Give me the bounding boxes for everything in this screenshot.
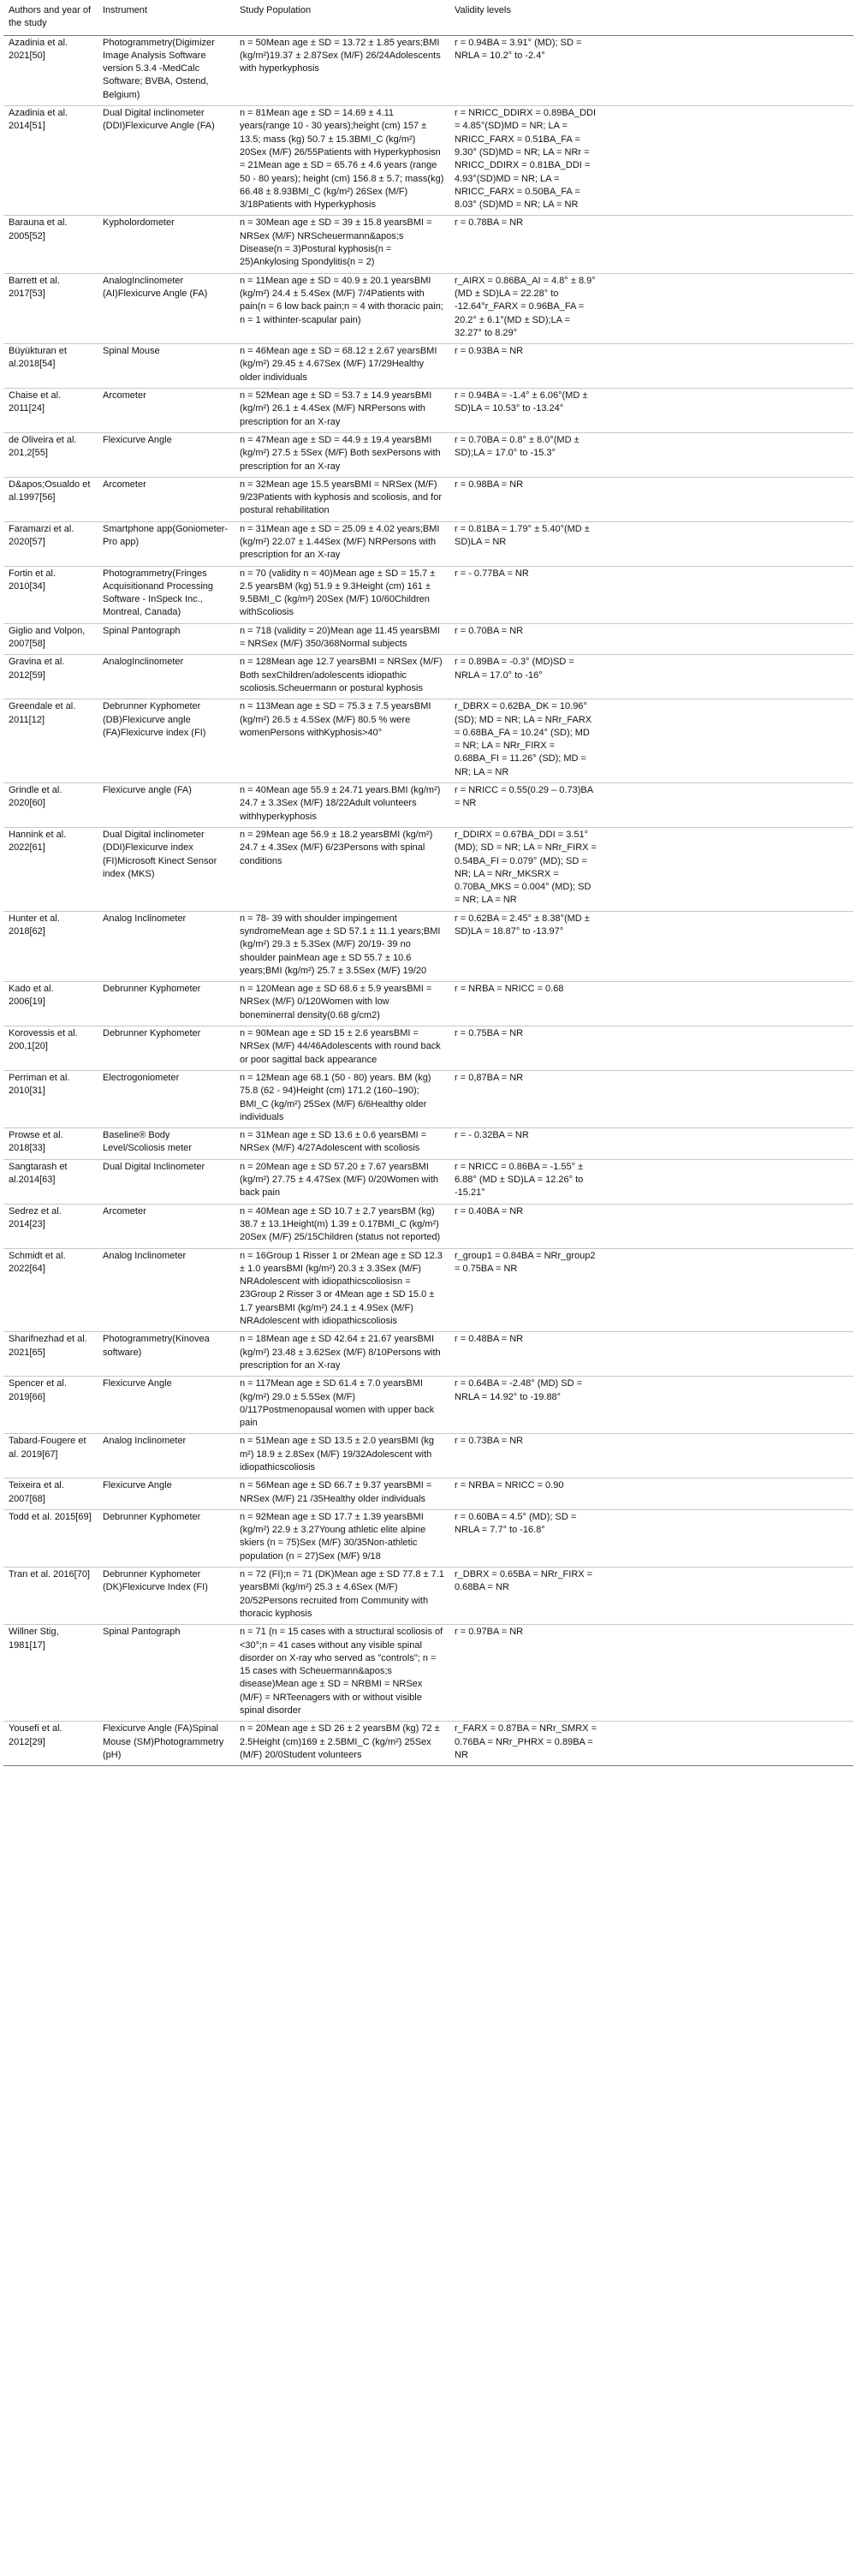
cell-validity: r = 0.70BA = NR [449, 623, 853, 655]
header-validity: Validity levels [449, 3, 853, 35]
cell-authors: Schmidt et al. 2022[64] [3, 1248, 98, 1332]
cell-authors: Tran et al. 2016[70] [3, 1568, 98, 1625]
cell-instrument: Flexicurve Angle (FA)Spinal Mouse (SM)Photogrammetry (pH) [98, 1722, 235, 1766]
cell-validity: r = NRICC_DDIRX = 0.89BA_DDI = 4.85°(SD)MD = NR; LA = NRICC_FARX = 0.51BA_FA = 9.30° (SD)MD = NR; LA = NRr = NRICC_DDIRX = 0.81BA_DDI = 4.93°(SD)MD = NR; LA = NRICC_FARX = 0.50BA_FA = 8.03° (SD)MD = NR; LA = NR [449, 106, 853, 216]
cell-instrument: Spinal Mouse [98, 344, 235, 389]
cell-population: n = 56Mean age ± SD 66.7 ± 9.37 yearsBMI = NRSex (M/F) 21 /35Healthy older individuals [235, 1478, 449, 1510]
header-population: Study Population [235, 3, 449, 35]
cell-authors: Sedrez et al. 2014[23] [3, 1204, 98, 1248]
cell-validity: r = 0.98BA = NR [449, 477, 853, 521]
cell-instrument: Spinal Pantograph [98, 1625, 235, 1722]
cell-authors: Perriman et al. 2010[31] [3, 1070, 98, 1127]
cell-instrument: Dual Digital inclinometer (DDI)Flexicurve Angle (FA) [98, 106, 235, 216]
cell-instrument: Arcometer [98, 1204, 235, 1248]
cell-instrument: Dual Digital inclinometer (DDI)Flexicurve index (FI)Microsoft Kinect Sensor index (MKS) [98, 827, 235, 911]
cell-instrument: Debrunner Kyphometer (DB)Flexicurve angle (FA)Flexicurve index (FI) [98, 699, 235, 783]
cell-population: n = 31Mean age ± SD = 25.09 ± 4.02 years;BMI (kg/m²) 22.07 ± 1.44Sex (M/F) NRPersons with prescription for an X-ray [235, 521, 449, 566]
table-row [3, 389, 853, 433]
table-row [3, 106, 853, 216]
cell-authors: Teixeira et al. 2007[68] [3, 1478, 98, 1510]
cell-population: n = 20Mean age ± SD 57.20 ± 7.67 yearsBMI (kg/m²) 27.75 ± 4.47Sex (M/F) 0/20Women with back pain [235, 1159, 449, 1204]
table-row [3, 1568, 853, 1625]
cell-validity: r = 0.81BA = 1.79° ± 5.40°(MD ± SD)LA = NR [449, 521, 853, 566]
cell-authors: Sangtarash et al.2014[63] [3, 1159, 98, 1204]
table-row [3, 1377, 853, 1434]
cell-population: n = 32Mean age 15.5 yearsBMI = NRSex (M/F) 9/23Patients with kyphosis and scoliosis, and for postural rehabilitation [235, 477, 449, 521]
cell-instrument: Flexicurve Angle [98, 1377, 235, 1434]
cell-validity: r_DBRX = 0.65BA = NRr_FIRX = 0.68BA = NR [449, 1568, 853, 1625]
cell-population: n = 81Mean age ± SD = 14.69 ± 4.11 years(range 10 - 30 years);height (cm) 157 ± 13.5; mass (kg) 50.7 ± 15.3BMI_C (kg/m²) 20Sex (M/F) 26/55Patients with Hyperkyphosisn = 21Mean age ± SD = 65.76 ± 4.6 years (range 50 - 80 years); height (cm) 156.8 ± 5.7; mass(kg) 66.48 ± 8.93BMI_C (kg/m²) 26Sex (M/F) 3/18Patients with Hyperkyphosis [235, 106, 449, 216]
cell-authors: Chaise et al. 2011[24] [3, 389, 98, 433]
cell-instrument: Spinal Pantograph [98, 623, 235, 655]
cell-instrument: Arcometer [98, 389, 235, 433]
table-row [3, 216, 853, 273]
cell-authors: Yousefi et al. 2012[29] [3, 1722, 98, 1766]
cell-authors: Grindle et al. 2020[60] [3, 783, 98, 828]
cell-validity: r = - 0.77BA = NR [449, 566, 853, 623]
cell-instrument: Photogrammetry(Kinovea software) [98, 1332, 235, 1377]
cell-population: n = 117Mean age ± SD 61.4 ± 7.0 yearsBMI (kg/m²) 29.0 ± 5.5Sex (M/F) 0/117Postmenopausal women with upper back pain [235, 1377, 449, 1434]
cell-instrument: Debrunner Kyphometer [98, 1509, 235, 1567]
cell-instrument: AnalogInclinometer (AI)Flexicurve Angle (FA) [98, 273, 235, 343]
table-row [3, 1204, 853, 1248]
table-row [3, 521, 853, 566]
table-row [3, 827, 853, 911]
cell-authors: Prowse et al. 2018[33] [3, 1128, 98, 1160]
cell-population: n = 40Mean age ± SD 10.7 ± 2.7 yearsBM (kg) 38.7 ± 13.1Height(m) 1.39 ± 0.17BMI_C (kg/m²) 20Sex (M/F) 25/15Children (status not reported) [235, 1204, 449, 1248]
cell-authors: Gravina et al. 2012[59] [3, 655, 98, 699]
cell-instrument: Dual Digital Inclinometer [98, 1159, 235, 1204]
cell-population: n = 18Mean age ± SD 42.64 ± 21.67 yearsBMI (kg/m²) 23.48 ± 3.62Sex (M/F) 8/10Persons with prescription for an X-ray [235, 1332, 449, 1377]
cell-validity: r_FARX = 0.87BA = NRr_SMRX = 0.76BA = NRr_PHRX = 0.89BA = NR [449, 1722, 853, 1766]
cell-authors: Kado et al. 2006[19] [3, 982, 98, 1026]
cell-instrument: Debrunner Kyphometer [98, 1026, 235, 1071]
cell-validity: r = 0.70BA = 0.8° ± 8.0°(MD ± SD);LA = 17.0° to -15.3° [449, 432, 853, 477]
cell-authors: D&apos;Osualdo et al.1997[56] [3, 477, 98, 521]
cell-instrument: Debrunner Kyphometer (DK)Flexicurve Index (FI) [98, 1568, 235, 1625]
table-row [3, 344, 853, 389]
table-row [3, 911, 853, 981]
cell-authors: Greendale et al. 2011[12] [3, 699, 98, 783]
cell-instrument: Analog Inclinometer [98, 911, 235, 981]
cell-population: n = 70 (validity n = 40)Mean age ± SD = 15.7 ± 2.5 yearsBM (kg) 51.9 ± 9.3Height (cm) 161 ± 9.5BMI_C (kg/m²) 20Sex (M/F) 10/60Children withScoliosis [235, 566, 449, 623]
cell-population: n = 11Mean age ± SD = 40.9 ± 20.1 yearsBMI (kg/m²) 24.4 ± 5.4Sex (M/F) 7/4Patients with pain(n = 6 low back pain;n = 4 with thoracic pain; n = 1 withinter-scapular pain) [235, 273, 449, 343]
cell-authors: Hannink et al. 2022[61] [3, 827, 98, 911]
cell-authors: Sharifnezhad et al. 2021[65] [3, 1332, 98, 1377]
table-row [3, 477, 853, 521]
cell-instrument: Flexicurve Angle [98, 1478, 235, 1510]
table-row [3, 1434, 853, 1478]
cell-authors: Hunter et al. 2018[62] [3, 911, 98, 981]
table-row [3, 1722, 853, 1766]
cell-instrument: Electrogoniometer [98, 1070, 235, 1127]
cell-authors: Tabard-Fougere et al. 2019[67] [3, 1434, 98, 1478]
cell-validity: r = NRBA = NRICC = 0.68 [449, 982, 853, 1026]
cell-population: n = 20Mean age ± SD 26 ± 2 yearsBM (kg) 72 ± 2.5Height (cm)169 ± 2.5BMI_C (kg/m²) 25Sex (M/F) 20/0Student volunteers [235, 1722, 449, 1766]
cell-population: n = 16Group 1 Risser 1 or 2Mean age ± SD 12.3 ± 1.0 yearsBMI (kg/m²) 20.3 ± 3.3Sex (M/F) NRAdolescent with idiopathicscoliosisn = 23Group 2 Risser 3 or 4Mean age ± SD 15.0 ± 1.7 yearsBMI (kg/m²) 24.1 ± 4.9Sex (M/F) NRAdolescent with idiopathicscoliosis [235, 1248, 449, 1332]
cell-authors: Spencer et al. 2019[66] [3, 1377, 98, 1434]
cell-validity: r = 0.97BA = NR [449, 1625, 853, 1722]
table-row [3, 982, 853, 1026]
table-row [3, 1625, 853, 1722]
table-row [3, 1026, 853, 1071]
table-row [3, 273, 853, 343]
cell-instrument: Debrunner Kyphometer [98, 982, 235, 1026]
cell-validity: r = 0.60BA = 4.5° (MD); SD = NRLA = 7.7° to -16.8° [449, 1509, 853, 1567]
cell-instrument: Smartphone app(Goniometer-Pro app) [98, 521, 235, 566]
header-authors: Authors and year of the study [3, 3, 98, 35]
table-row [3, 1478, 853, 1510]
cell-population: n = 31Mean age ± SD 13.6 ± 0.6 yearsBMI = NRSex (M/F) 4/27Adolescent with scoliosis [235, 1128, 449, 1160]
cell-instrument: Baseline® Body Level/Scoliosis meter [98, 1128, 235, 1160]
table-row [3, 699, 853, 783]
cell-validity: r = NRICC = 0.55(0.29 – 0.73)BA = NR [449, 783, 853, 828]
header-instrument: Instrument [98, 3, 235, 35]
cell-population: n = 72 (FI);n = 71 (DK)Mean age ± SD 77.8 ± 7.1 yearsBMI (kg/m²) 25.3 ± 4.6Sex (M/F) 20/52Persons recruited from Community with thoracic kyphosis [235, 1568, 449, 1625]
cell-instrument: AnalogInclinometer [98, 655, 235, 699]
table-body [3, 35, 853, 1766]
cell-population: n = 50Mean age ± SD = 13.72 ± 1.85 years;BMI (kg/m²)19.37 ± 2.87Sex (M/F) 26/24Adolescents with hyperkyphosis [240, 37, 441, 74]
cell-population: n = 12Mean age 68.1 (50 - 80) years. BM (kg) 75.8 (62 - 94)Height (cm) 171.2 (160–190); BMI_C (kg/m²) 25Sex (M/F) 6/6Healthy older individuals [235, 1070, 449, 1127]
cell-instrument: Analog Inclinometer [98, 1248, 235, 1332]
cell-population: n = 92Mean age ± SD 17.7 ± 1.39 yearsBMI (kg/m²) 22.9 ± 3.27Young athletic elite alpine skiers (n = 75)Sex (M/F) 30/35Non-athletic population (n = 27)Sex (M/F) 9/18 [235, 1509, 449, 1567]
cell-validity: r = 0.62BA = 2.45° ± 8.38°(MD ± SD)LA = 18.87° to -13.97° [449, 911, 853, 981]
cell-authors: de Oliveira et al. 201,2[55] [3, 432, 98, 477]
cell-population: n = 51Mean age ± SD 13.5 ± 2.0 yearsBMI (kg m²) 18.9 ± 2.8Sex (M/F) 19/32Adolescent with idiopathicscoliosis [235, 1434, 449, 1478]
table-row [3, 783, 853, 828]
cell-authors: Büyükturan et al.2018[54] [3, 344, 98, 389]
cell-authors: Todd et al. 2015[69] [3, 1509, 98, 1567]
cell-validity: r = 0.78BA = NR [449, 216, 853, 273]
table-row [3, 1332, 853, 1377]
table-row [3, 35, 853, 105]
cell-population: n = 113Mean age ± SD = 75.3 ± 7.5 yearsBMI (kg/m²) 26.5 ± 4.5Sex (M/F) 80.5 % were womenPersons withKyphosis>40° [235, 699, 449, 783]
cell-instrument: Photogrammetry(Fringes Acquisitionand Processing Software - InSpeck Inc., Montreal, Canada) [98, 566, 235, 623]
cell-instrument: Analog Inclinometer [98, 1434, 235, 1478]
cell-instrument: Arcometer [98, 477, 235, 521]
cell-validity: r_DDIRX = 0.67BA_DDI = 3.51° (MD); SD = NR; LA = NRr_FIRX = 0.54BA_FI = 0.079° (MD); SD = NR; LA = NRr_MKSRX = 0.70BA_MKS = 0.004° (MD); SD = NR; LA = NR [449, 827, 853, 911]
cell-population: n = 29Mean age 56.9 ± 18.2 yearsBMI (kg/m²) 24.7 ± 4.3Sex (M/F) 6/23Persons with spinal conditions [235, 827, 449, 911]
cell-population: n = 128Mean age 12.7 yearsBMI = NRSex (M/F) Both sexChildren/adolescents idiopathic scoliosis.Scheuermann or postural kyphosis [235, 655, 449, 699]
cell-validity: r_DBRX = 0.62BA_DK = 10.96° (SD); MD = NR; LA = NRr_FARX = 0.68BA_FA = 10.24° (SD); MD = NR; LA = NRr_FIRX = 0.68BA_FI = 11.26° (SD); MD = NR; LA = NR [449, 699, 853, 783]
cell-instrument: Kypholordometer [98, 216, 235, 273]
cell-population: n = 78- 39 with shoulder impingement syndromeMean age ± SD 57.1 ± 11.1 years;BMI (kg/m²) 29.3 ± 5.3Sex (M/F) 20/19- 39 no shoulder painMean age ± SD 55.7 ± 10.6 years;BMI (kg/m²) 25.7 ± 3.5Sex (M/F) 19/20 [235, 911, 449, 981]
table-row [3, 566, 853, 623]
table-row [3, 655, 853, 699]
table-row [3, 1070, 853, 1127]
cell-authors: Giglio and Volpon, 2007[58] [3, 623, 98, 655]
cell-validity: r = NRBA = NRICC = 0.90 [449, 1478, 853, 1510]
cell-validity: r_group1 = 0.84BA = NRr_group2 = 0.75BA = NR [449, 1248, 853, 1332]
cell-authors: Faramarzi et al. 2020[57] [3, 521, 98, 566]
table-row [3, 1159, 853, 1204]
cell-authors: Fortin et al. 2010[34] [3, 566, 98, 623]
cell-validity: r = NRICC = 0.86BA = -1.55° ± 6.88° (MD ± SD)LA = 12.26° to -15.21° [449, 1159, 853, 1204]
cell-population: n = 90Mean age ± SD 15 ± 2.6 yearsBMI = NRSex (M/F) 44/46Adolescents with round back or poor sagittal back appearance [235, 1026, 449, 1071]
cell-authors: Barrett et al. 2017[53] [3, 273, 98, 343]
cell-population: n = 46Mean age ± SD = 68.12 ± 2.67 yearsBMI (kg/m²) 29.45 ± 4.67Sex (M/F) 17/29Healthy older individuals [235, 344, 449, 389]
cell-population: n = 30Mean age ± SD = 39 ± 15.8 yearsBMI = NRSex (M/F) NRScheuermann&apos;s Disease(n = 3)Postural kyphosis(n = 25)Ankylosing Spondylitis(n = 2) [235, 216, 449, 273]
cell-validity: r = 0.64BA = -2.48° (MD) SD = NRLA = 14.92° to -19.88° [449, 1377, 853, 1434]
cell-validity: r = 0.94BA = -1.4° ± 6.06°(MD ± SD)LA = 10.53° to -13.24° [449, 389, 853, 433]
cell-instrument: Flexicurve angle (FA) [98, 783, 235, 828]
cell-authors: Azadinia et al. 2021[50] [9, 37, 68, 61]
cell-instrument: Photogrammetry(Digimizer Image Analysis Software version 5.3.4 -MedCalc Software; BVBA, Ostend, Belgium) [103, 37, 215, 100]
table-row [3, 1248, 853, 1332]
cell-validity: r = 0.93BA = NR [449, 344, 853, 389]
cell-population: n = 718 (validity = 20)Mean age 11.45 yearsBMI = NRSex (M/F) 350/368Normal subjects [235, 623, 449, 655]
cell-population: n = 40Mean age 55.9 ± 24.71 years.BMI (kg/m²) 24.7 ± 3.3Sex (M/F) 18/22Adult volunteers withhyperkyphosis [235, 783, 449, 828]
cell-authors: Azadinia et al. 2014[51] [3, 106, 98, 216]
cell-validity: r = 0.73BA = NR [449, 1434, 853, 1478]
table-row [3, 1509, 853, 1567]
cell-validity: r_AIRX = 0.86BA_AI = 4.8° ± 8.9°(MD ± SD)LA = 22.28° to -12.64°r_FARX = 0.96BA_FA = 20.2° ± 6.1°(MD ± SD);LA = 32.27° to 8.29° [449, 273, 853, 343]
table-header-row [3, 3, 853, 35]
table-row [3, 623, 853, 655]
validity-table [3, 3, 853, 1766]
table-row [3, 432, 853, 477]
cell-population: n = 71 (n = 15 cases with a structural scoliosis of <30°;n = 41 cases without any visible spinal disorder on X-ray who served as "controls"; n = 15 cases with Scheuermann&apos;s disease)Mean age ± SD = NRBMI = NRSex (M/F) = NRTeenagers with or without visible spinal disorder [235, 1625, 449, 1722]
cell-validity: r = 0.40BA = NR [449, 1204, 853, 1248]
cell-validity: r = 0.94BA = 3.91° (MD); SD = NRLA = 10.2° to -2.4° [455, 37, 582, 61]
cell-validity: r = 0.48BA = NR [449, 1332, 853, 1377]
cell-validity: r = 0.89BA = -0.3° (MD)SD = NRLA = 17.0° to -16° [449, 655, 853, 699]
cell-instrument: Flexicurve Angle [98, 432, 235, 477]
cell-population: n = 120Mean age ± SD 68.6 ± 5.9 yearsBMI = NRSex (M/F) 0/120Women with low boneminerral density(0.68 g/cm2) [235, 982, 449, 1026]
cell-authors: Barauna et al. 2005[52] [3, 216, 98, 273]
cell-validity: r = 0,87BA = NR [449, 1070, 853, 1127]
cell-validity: r = - 0.32BA = NR [449, 1128, 853, 1160]
table-row [3, 1128, 853, 1160]
cell-authors: Willner Stig, 1981[17] [3, 1625, 98, 1722]
cell-population: n = 47Mean age ± SD = 44.9 ± 19.4 yearsBMI (kg/m²) 27.5 ± 5Sex (M/F) Both sexPersons with prescription for an X-ray [235, 432, 449, 477]
cell-validity: r = 0.75BA = NR [449, 1026, 853, 1071]
cell-authors: Korovessis et al. 200,1[20] [3, 1026, 98, 1071]
cell-population: n = 52Mean age ± SD = 53.7 ± 14.9 yearsBMI (kg/m²) 26.1 ± 4.4Sex (M/F) NRPersons with prescription for an X-ray [235, 389, 449, 433]
